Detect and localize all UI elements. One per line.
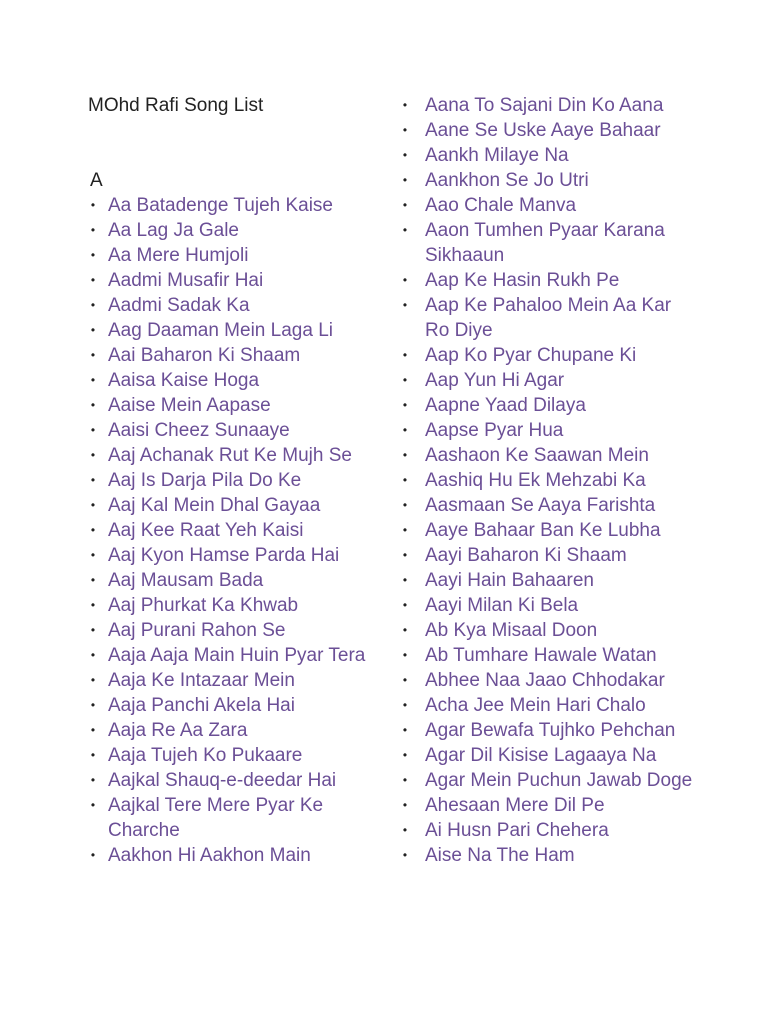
right-song-list (400, 93, 700, 868)
song-title-link[interactable]: Aashaon Ke Saawan Mein (425, 445, 649, 466)
song-title-link[interactable]: Aashiq Hu Ek Mehzabi Ka (425, 470, 646, 491)
song-list-item[interactable] (400, 493, 700, 518)
song-title-link[interactable]: Aaja Tujeh Ko Pukaare (108, 745, 303, 766)
song-list-item[interactable] (400, 518, 700, 543)
song-list-item[interactable] (88, 418, 378, 443)
bullet-icon: • (90, 373, 96, 387)
song-title-link[interactable]: Agar Mein Puchun Jawab Doge (425, 770, 693, 791)
song-title-link[interactable]: Aankh Milaye Na (425, 145, 569, 166)
bullet-icon: • (90, 423, 96, 437)
song-list-item[interactable] (88, 768, 378, 793)
song-title-link[interactable]: Ab Tumhare Hawale Watan (425, 645, 657, 666)
bullet-icon: • (402, 798, 408, 812)
bullet-icon: • (90, 698, 96, 712)
bullet-icon: • (90, 798, 96, 812)
song-list-item[interactable] (88, 568, 378, 593)
song-list-item[interactable] (88, 518, 378, 543)
bullet-icon: • (90, 523, 96, 537)
song-list-item[interactable] (400, 468, 700, 493)
bullet-icon: • (90, 473, 96, 487)
song-title-link[interactable]: Aap Ko Pyar Chupane Ki (425, 345, 637, 366)
bullet-icon: • (90, 573, 96, 587)
bullet-icon: • (402, 773, 408, 787)
song-list-item[interactable] (400, 343, 700, 368)
song-title-link[interactable]: Aayi Hain Bahaaren (425, 570, 594, 591)
bullet-icon: • (402, 173, 408, 187)
bullet-icon: • (90, 248, 96, 262)
bullet-icon: • (402, 623, 408, 637)
song-title-link[interactable]: Aayi Baharon Ki Shaam (425, 545, 627, 566)
song-title-link[interactable]: Aise Na The Ham (425, 845, 575, 866)
song-list-item[interactable] (88, 268, 378, 293)
song-list-item[interactable] (400, 843, 700, 868)
document-title: MOhd Rafi Song List (88, 95, 264, 116)
song-list-item[interactable] (88, 643, 378, 668)
song-title-link[interactable]: Aap Ke Hasin Rukh Pe (425, 270, 620, 291)
song-title-link[interactable]: Aajkal Shauq-e-deedar Hai (108, 770, 337, 791)
bullet-icon: • (90, 848, 96, 862)
song-list-item[interactable] (400, 643, 700, 668)
song-title-link[interactable]: Aakhon Hi Aakhon Main (108, 845, 311, 866)
song-list-item[interactable] (88, 443, 378, 468)
bullet-icon: • (402, 598, 408, 612)
bullet-icon: • (402, 273, 408, 287)
song-list-item[interactable] (88, 618, 378, 643)
song-title-link[interactable]: Aaj Purani Rahon Se (108, 620, 286, 641)
bullet-icon: • (402, 373, 408, 387)
bullet-icon: • (90, 223, 96, 237)
song-title-link[interactable]: Aaisi Cheez Sunaaye (108, 420, 290, 441)
bullet-icon: • (90, 273, 96, 287)
bullet-icon: • (402, 198, 408, 212)
bullet-icon: • (402, 148, 408, 162)
song-list-item[interactable] (88, 468, 378, 493)
song-list-item[interactable] (400, 543, 700, 568)
song-title-link[interactable]: Ab Kya Misaal Doon (425, 620, 598, 641)
song-title-link[interactable]: Aapne Yaad Dilaya (425, 395, 586, 416)
song-list-item[interactable] (400, 393, 700, 418)
song-title-link[interactable]: Ahesaan Mere Dil Pe (425, 795, 605, 816)
song-list-item[interactable] (400, 743, 700, 768)
song-list-item[interactable] (88, 318, 378, 343)
section-letter-heading: A (90, 170, 103, 191)
song-title-link[interactable]: Aaj Phurkat Ka Khwab (108, 595, 299, 616)
bullet-icon: • (90, 548, 96, 562)
bullet-icon: • (90, 648, 96, 662)
song-title-link[interactable]: Ai Husn Pari Chehera (425, 820, 609, 841)
song-title-link[interactable]: Aaise Mein Aapase (108, 395, 271, 416)
song-list-item[interactable] (88, 193, 378, 218)
song-title-link[interactable]: Aapse Pyar Hua (425, 420, 564, 441)
song-title-link[interactable]: Aadmi Musafir Hai (108, 270, 264, 291)
song-title-link[interactable]: Aaon Tumhen Pyaar Karana Sikhaaun (425, 220, 665, 266)
song-list-item[interactable] (88, 668, 378, 693)
song-title-link[interactable]: Aai Baharon Ki Shaam (108, 345, 301, 366)
song-list-item[interactable] (88, 793, 378, 843)
song-title-link[interactable]: Aaj Achanak Rut Ke Mujh Se (108, 445, 352, 466)
bullet-icon: • (402, 748, 408, 762)
song-list-item[interactable] (88, 493, 378, 518)
bullet-icon: • (90, 398, 96, 412)
bullet-icon: • (402, 673, 408, 687)
song-title-link[interactable]: Aayi Milan Ki Bela (425, 595, 579, 616)
song-title-link[interactable]: Aaj Is Darja Pila Do Ke (108, 470, 302, 491)
bullet-icon: • (90, 198, 96, 212)
bullet-icon: • (402, 348, 408, 362)
song-list-item[interactable] (88, 843, 378, 868)
song-list-item[interactable] (400, 218, 700, 268)
song-list-item[interactable] (400, 143, 700, 168)
song-title-link[interactable]: Abhee Naa Jaao Chhodakar (425, 670, 665, 691)
song-title-link[interactable]: Aaj Kee Raat Yeh Kaisi (108, 520, 304, 541)
song-list-item[interactable] (88, 693, 378, 718)
bullet-icon: • (402, 398, 408, 412)
song-list-item[interactable] (88, 218, 378, 243)
song-list-item[interactable] (88, 743, 378, 768)
song-title-link[interactable]: Aankhon Se Jo Utri (425, 170, 589, 191)
song-title-link[interactable]: Aaja Panchi Akela Hai (108, 695, 295, 716)
song-title-link[interactable]: Aana To Sajani Din Ko Aana (425, 95, 664, 116)
song-title-link[interactable]: Aao Chale Manva (425, 195, 577, 216)
bullet-icon: • (402, 523, 408, 537)
bullet-icon: • (402, 423, 408, 437)
song-list-item[interactable] (400, 718, 700, 743)
song-list-item[interactable] (88, 543, 378, 568)
song-list-item[interactable] (88, 718, 378, 743)
song-list-item[interactable] (400, 668, 700, 693)
bullet-icon: • (90, 348, 96, 362)
song-title-link[interactable]: Aaj Kal Mein Dhal Gayaa (108, 495, 321, 516)
song-list-item[interactable] (88, 393, 378, 418)
song-list-item[interactable] (400, 93, 700, 118)
bullet-icon: • (90, 298, 96, 312)
song-title-link[interactable]: Aa Lag Ja Gale (108, 220, 239, 241)
bullet-icon: • (90, 323, 96, 337)
song-list-item[interactable] (400, 693, 700, 718)
song-list-item[interactable] (88, 343, 378, 368)
song-title-link[interactable]: Aajkal Tere Mere Pyar Ke Charche (108, 795, 324, 841)
bullet-icon: • (90, 623, 96, 637)
song-title-link[interactable]: Aag Daaman Mein Laga Li (108, 320, 333, 341)
song-title-link[interactable]: Aap Yun Hi Agar (425, 370, 565, 391)
song-list-item[interactable] (88, 368, 378, 393)
song-title-link[interactable]: Aadmi Sadak Ka (108, 295, 250, 316)
bullet-icon: • (402, 723, 408, 737)
song-list-item[interactable] (400, 593, 700, 618)
title-spacer (88, 118, 378, 168)
song-list-item[interactable] (88, 243, 378, 268)
song-title-link[interactable]: Acha Jee Mein Hari Chalo (425, 695, 646, 716)
song-list-item[interactable] (88, 293, 378, 318)
song-title-link[interactable]: Aap Ke Pahaloo Mein Aa Kar Ro Diye (425, 295, 672, 341)
song-title-link[interactable]: Agar Bewafa Tujhko Pehchan (425, 720, 676, 741)
song-list-item[interactable] (400, 118, 700, 143)
bullet-icon: • (402, 498, 408, 512)
bullet-icon: • (90, 598, 96, 612)
song-list-item[interactable] (400, 368, 700, 393)
bullet-icon: • (402, 473, 408, 487)
song-list-item[interactable] (400, 418, 700, 443)
song-list-item[interactable] (400, 193, 700, 218)
song-title-link[interactable]: Aasmaan Se Aaya Farishta (425, 495, 656, 516)
song-title-link[interactable]: Aaye Bahaar Ban Ke Lubha (425, 520, 661, 541)
song-list-item[interactable] (400, 818, 700, 843)
song-title-link[interactable]: Aaja Aaja Main Huin Pyar Tera (108, 645, 366, 666)
song-list-item[interactable] (88, 593, 378, 618)
bullet-icon: • (90, 723, 96, 737)
song-list-item[interactable] (400, 168, 700, 193)
bullet-icon: • (402, 223, 408, 237)
bullet-icon: • (402, 98, 408, 112)
song-list-item[interactable] (400, 268, 700, 293)
left-column (88, 93, 378, 868)
song-list-item[interactable] (400, 293, 700, 343)
song-title-link[interactable]: Aaj Mausam Bada (108, 570, 264, 591)
bullet-icon: • (402, 698, 408, 712)
bullet-icon: • (402, 448, 408, 462)
song-title-link[interactable]: Aa Batadenge Tujeh Kaise (108, 195, 334, 216)
song-title-link[interactable]: Agar Dil Kisise Lagaaya Na (425, 745, 657, 766)
song-title-link[interactable]: Aaj Kyon Hamse Parda Hai (108, 545, 340, 566)
song-title-link[interactable]: Aaja Re Aa Zara (108, 720, 248, 741)
bullet-icon: • (402, 823, 408, 837)
bullet-icon: • (402, 573, 408, 587)
song-list-item[interactable] (400, 443, 700, 468)
bullet-icon: • (402, 298, 408, 312)
bullet-icon: • (90, 448, 96, 462)
song-list-item[interactable] (400, 793, 700, 818)
bullet-icon: • (402, 648, 408, 662)
bullet-icon: • (90, 498, 96, 512)
right-column (400, 93, 700, 868)
song-title-link[interactable]: Aaisa Kaise Hoga (108, 370, 260, 391)
bullet-icon: • (90, 773, 96, 787)
song-title-link[interactable]: Aa Mere Humjoli (108, 245, 249, 266)
left-song-list (88, 193, 378, 868)
bullet-icon: • (90, 673, 96, 687)
song-title-link[interactable]: Aaja Ke Intazaar Mein (108, 670, 295, 691)
bullet-icon: • (90, 748, 96, 762)
bullet-icon: • (402, 548, 408, 562)
bullet-icon: • (402, 848, 408, 862)
song-list-item[interactable] (400, 618, 700, 643)
song-list-item[interactable] (400, 568, 700, 593)
song-list-item[interactable] (400, 768, 700, 793)
song-title-link[interactable]: Aane Se Uske Aaye Bahaar (425, 120, 661, 141)
bullet-icon: • (402, 123, 408, 137)
